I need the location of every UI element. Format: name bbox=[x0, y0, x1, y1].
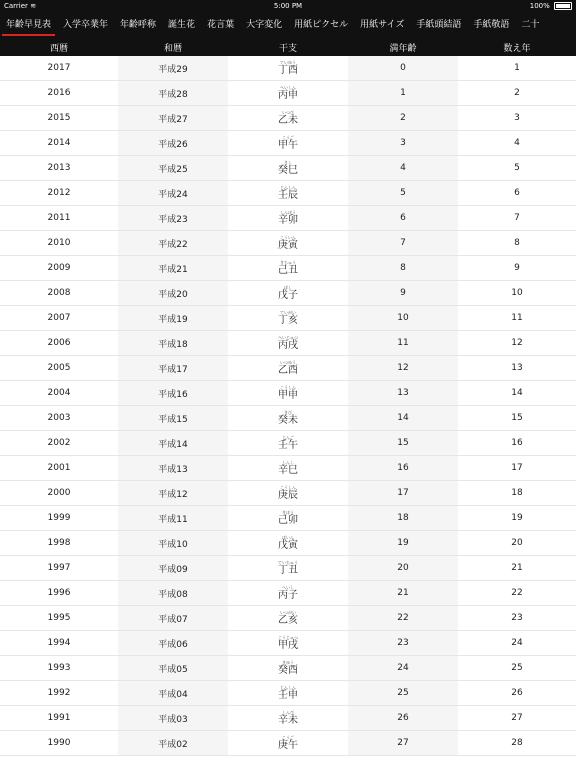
eto-reading: こうしん bbox=[280, 384, 296, 390]
cell-wareki: 平成25 bbox=[118, 156, 228, 180]
cell-age: 21 bbox=[348, 581, 458, 605]
table-row[interactable] bbox=[0, 156, 576, 181]
eto-group bbox=[278, 661, 298, 676]
cell-seireki: 2015 bbox=[47, 113, 71, 123]
eto-kanji: 甲戌 bbox=[278, 639, 298, 651]
eto-kanji: 辛卯 bbox=[278, 214, 298, 226]
table-row[interactable] bbox=[0, 431, 576, 456]
cell-wareki: 平成15 bbox=[118, 406, 228, 430]
eto-group bbox=[278, 61, 298, 76]
eto-kanji: 丁酉 bbox=[278, 64, 298, 76]
tab-bar bbox=[0, 12, 576, 38]
battery-percent: 100% bbox=[529, 2, 550, 10]
cell-age: 4 bbox=[348, 156, 458, 180]
cell-kazoe: 5 bbox=[514, 163, 520, 173]
cell-seireki: 1993 bbox=[47, 663, 71, 673]
cell-wareki: 平成07 bbox=[118, 606, 228, 630]
table-row[interactable] bbox=[0, 456, 576, 481]
cell-age: 7 bbox=[348, 231, 458, 255]
cell-wareki: 平成20 bbox=[118, 281, 228, 305]
cell-eto bbox=[228, 681, 348, 705]
table-row[interactable] bbox=[0, 681, 576, 706]
cell-wareki: 平成12 bbox=[118, 481, 228, 505]
eto-reading: いつゆう bbox=[280, 359, 296, 365]
table-row[interactable] bbox=[0, 606, 576, 631]
cell-age: 25 bbox=[348, 681, 458, 705]
tab-2[interactable]: 年齢呼称 bbox=[120, 20, 157, 30]
cell-age: 22 bbox=[348, 606, 458, 630]
cell-kazoe: 2 bbox=[514, 88, 520, 98]
cell-eto bbox=[228, 356, 348, 380]
table-row[interactable] bbox=[0, 581, 576, 606]
eto-group bbox=[278, 686, 298, 701]
eto-group bbox=[278, 461, 298, 476]
table-row[interactable] bbox=[0, 181, 576, 206]
cell-eto bbox=[228, 331, 348, 355]
table-row[interactable] bbox=[0, 631, 576, 656]
table-row[interactable] bbox=[0, 231, 576, 256]
table-row[interactable] bbox=[0, 706, 576, 731]
cell-age: 1 bbox=[348, 81, 458, 105]
eto-group bbox=[278, 336, 298, 351]
eto-kanji: 辛巳 bbox=[278, 464, 298, 476]
cell-kazoe: 9 bbox=[514, 263, 520, 273]
cell-seireki: 2008 bbox=[47, 288, 71, 298]
cell-eto bbox=[228, 231, 348, 255]
cell-seireki: 2014 bbox=[47, 138, 71, 148]
eto-group bbox=[278, 86, 298, 101]
cell-kazoe: 12 bbox=[511, 338, 523, 348]
cell-wareki: 平成23 bbox=[118, 206, 228, 230]
cell-wareki: 平成11 bbox=[118, 506, 228, 530]
table-row[interactable] bbox=[0, 731, 576, 756]
eto-reading: じんご bbox=[282, 434, 294, 440]
eto-kanji: 戊寅 bbox=[278, 539, 298, 551]
eto-group bbox=[278, 486, 298, 501]
cell-eto bbox=[228, 606, 348, 630]
eto-reading: しんし bbox=[282, 459, 294, 465]
eto-kanji: 壬申 bbox=[278, 689, 298, 701]
tab-9[interactable]: 手紙敬語 bbox=[473, 20, 510, 30]
eto-group bbox=[278, 111, 298, 126]
cell-seireki: 2001 bbox=[47, 463, 71, 473]
table-row[interactable] bbox=[0, 331, 576, 356]
cell-seireki: 2013 bbox=[47, 163, 71, 173]
cell-eto bbox=[228, 406, 348, 430]
cell-age: 6 bbox=[348, 206, 458, 230]
cell-kazoe: 14 bbox=[511, 388, 523, 398]
cell-seireki: 2003 bbox=[47, 413, 71, 423]
cell-eto bbox=[228, 731, 348, 755]
table-row[interactable] bbox=[0, 81, 576, 106]
cell-seireki: 1992 bbox=[47, 688, 71, 698]
eto-group bbox=[278, 161, 298, 176]
cell-seireki: 1999 bbox=[47, 513, 71, 523]
eto-kanji: 庚辰 bbox=[278, 489, 298, 501]
cell-seireki: 2016 bbox=[47, 88, 71, 98]
eto-reading: ていゆう bbox=[280, 59, 296, 65]
cell-seireki: 1997 bbox=[47, 563, 71, 573]
cell-wareki: 平成18 bbox=[118, 331, 228, 355]
cell-age: 14 bbox=[348, 406, 458, 430]
cell-wareki: 平成10 bbox=[118, 531, 228, 555]
cell-kazoe: 18 bbox=[511, 488, 523, 498]
eto-kanji: 甲申 bbox=[278, 389, 298, 401]
eto-group bbox=[278, 136, 298, 151]
eto-kanji: 丙子 bbox=[278, 589, 298, 601]
eto-reading: ぼし bbox=[284, 284, 292, 290]
eto-reading: じんしん bbox=[280, 184, 296, 190]
cell-age: 13 bbox=[348, 381, 458, 405]
cell-kazoe: 22 bbox=[511, 588, 523, 598]
cell-kazoe: 3 bbox=[514, 113, 520, 123]
eto-kanji: 壬午 bbox=[278, 439, 298, 451]
eto-kanji: 乙未 bbox=[278, 114, 298, 126]
cell-wareki: 平成02 bbox=[118, 731, 228, 755]
eto-group bbox=[278, 561, 298, 576]
cell-seireki: 1990 bbox=[47, 738, 71, 748]
cell-age: 20 bbox=[348, 556, 458, 580]
eto-reading: きび bbox=[284, 409, 292, 415]
cell-wareki: 平成29 bbox=[118, 56, 228, 80]
cell-wareki: 平成13 bbox=[118, 456, 228, 480]
cell-wareki: 平成19 bbox=[118, 306, 228, 330]
cell-eto bbox=[228, 706, 348, 730]
eto-group bbox=[278, 286, 298, 301]
eto-group bbox=[278, 186, 298, 201]
cell-age: 2 bbox=[348, 106, 458, 130]
tab-1[interactable]: 入学卒業年 bbox=[63, 20, 109, 30]
cell-age: 19 bbox=[348, 531, 458, 555]
eto-group bbox=[278, 236, 298, 251]
cell-age: 15 bbox=[348, 431, 458, 455]
eto-group bbox=[278, 411, 298, 426]
tab-10[interactable]: 二十 bbox=[521, 20, 540, 30]
cell-seireki: 2011 bbox=[47, 213, 71, 223]
cell-eto bbox=[228, 506, 348, 530]
wifi-icon: ≋ bbox=[30, 2, 37, 10]
eto-group bbox=[278, 611, 298, 626]
eto-reading: きゆう bbox=[282, 659, 294, 665]
table-row[interactable] bbox=[0, 506, 576, 531]
eto-kanji: 庚寅 bbox=[278, 239, 298, 251]
status-bar bbox=[0, 0, 576, 12]
cell-eto bbox=[228, 481, 348, 505]
cell-kazoe: 6 bbox=[514, 188, 520, 198]
cell-seireki: 2010 bbox=[47, 238, 71, 248]
cell-eto bbox=[228, 306, 348, 330]
cell-eto bbox=[228, 106, 348, 130]
cell-eto bbox=[228, 656, 348, 680]
cell-wareki: 平成17 bbox=[118, 356, 228, 380]
eto-reading: へいし bbox=[282, 584, 294, 590]
cell-kazoe: 15 bbox=[511, 413, 523, 423]
cell-seireki: 1998 bbox=[47, 538, 71, 548]
cell-eto bbox=[228, 631, 348, 655]
table-row[interactable] bbox=[0, 556, 576, 581]
cell-seireki: 1991 bbox=[47, 713, 71, 723]
table-row[interactable] bbox=[0, 481, 576, 506]
table-row[interactable] bbox=[0, 56, 576, 81]
eto-kanji: 庚午 bbox=[278, 739, 298, 751]
header-age: 満年齢 bbox=[389, 43, 417, 54]
cell-wareki: 平成26 bbox=[118, 131, 228, 155]
tab-6[interactable]: 用紙ピクセル bbox=[294, 20, 349, 30]
cell-eto bbox=[228, 181, 348, 205]
eto-reading: じんしん bbox=[280, 684, 296, 690]
cell-wareki: 平成24 bbox=[118, 181, 228, 205]
cell-age: 23 bbox=[348, 631, 458, 655]
cell-wareki: 平成27 bbox=[118, 106, 228, 130]
cell-age: 10 bbox=[348, 306, 458, 330]
eto-kanji: 丙申 bbox=[278, 89, 298, 101]
cell-eto bbox=[228, 206, 348, 230]
eto-reading: しんぼう bbox=[280, 209, 296, 215]
tab-7[interactable]: 用紙サイズ bbox=[360, 20, 405, 30]
eto-reading: きぼう bbox=[282, 509, 294, 515]
cell-age: 26 bbox=[348, 706, 458, 730]
eto-group bbox=[278, 711, 298, 726]
cell-eto bbox=[228, 56, 348, 80]
cell-seireki: 2000 bbox=[47, 488, 71, 498]
tab-3[interactable]: 誕生花 bbox=[168, 20, 196, 30]
cell-kazoe: 27 bbox=[511, 713, 523, 723]
cell-kazoe: 25 bbox=[511, 663, 523, 673]
cell-seireki: 2007 bbox=[47, 313, 71, 323]
cell-age: 8 bbox=[348, 256, 458, 280]
eto-group bbox=[278, 386, 298, 401]
eto-group bbox=[278, 586, 298, 601]
cell-wareki: 平成16 bbox=[118, 381, 228, 405]
table-row[interactable] bbox=[0, 656, 576, 681]
battery-status bbox=[530, 2, 572, 10]
cell-wareki: 平成08 bbox=[118, 581, 228, 605]
cell-age: 24 bbox=[348, 656, 458, 680]
table-row[interactable] bbox=[0, 381, 576, 406]
cell-age: 3 bbox=[348, 131, 458, 155]
tab-8[interactable]: 手紙頭結語 bbox=[416, 20, 462, 30]
eto-reading: こうじゅつ bbox=[278, 634, 298, 640]
cell-age: 9 bbox=[348, 281, 458, 305]
cell-kazoe: 7 bbox=[514, 213, 520, 223]
cell-kazoe: 17 bbox=[511, 463, 523, 473]
cell-eto bbox=[228, 281, 348, 305]
cell-seireki: 1996 bbox=[47, 588, 71, 598]
eto-kanji: 丙戌 bbox=[278, 339, 298, 351]
table-row[interactable] bbox=[0, 256, 576, 281]
eto-kanji: 丁丑 bbox=[278, 564, 298, 576]
eto-kanji: 己丑 bbox=[278, 264, 298, 276]
header-wareki: 和暦 bbox=[163, 43, 182, 54]
eto-group bbox=[278, 211, 298, 226]
cell-seireki: 2002 bbox=[47, 438, 71, 448]
table-row[interactable] bbox=[0, 356, 576, 381]
cell-eto bbox=[228, 556, 348, 580]
cell-kazoe: 8 bbox=[514, 238, 520, 248]
eto-kanji: 戊子 bbox=[278, 289, 298, 301]
tab-5[interactable]: 大字変化 bbox=[246, 20, 283, 30]
cell-eto bbox=[228, 381, 348, 405]
table-header bbox=[0, 38, 576, 56]
cell-seireki: 2004 bbox=[47, 388, 71, 398]
eto-kanji: 癸未 bbox=[278, 414, 298, 426]
eto-reading: へいじゅつ bbox=[278, 334, 298, 340]
cell-wareki: 平成21 bbox=[118, 256, 228, 280]
eto-kanji: 丁亥 bbox=[278, 314, 298, 326]
cell-seireki: 1994 bbox=[47, 638, 71, 648]
cell-kazoe: 28 bbox=[511, 738, 523, 748]
eto-group bbox=[278, 511, 298, 526]
eto-reading: きし bbox=[284, 159, 292, 165]
cell-eto bbox=[228, 456, 348, 480]
eto-reading: こうしん bbox=[280, 484, 296, 490]
cell-wareki: 平成14 bbox=[118, 431, 228, 455]
status-time: 5:00 PM bbox=[273, 2, 303, 10]
cell-kazoe: 21 bbox=[511, 563, 523, 573]
cell-eto bbox=[228, 256, 348, 280]
header-kazoe: 数え年 bbox=[503, 43, 531, 54]
cell-kazoe: 23 bbox=[511, 613, 523, 623]
eto-kanji: 癸酉 bbox=[278, 664, 298, 676]
tab-4[interactable]: 花言葉 bbox=[207, 20, 235, 30]
eto-reading: いつび bbox=[282, 109, 294, 115]
eto-kanji: 己卯 bbox=[278, 514, 298, 526]
cell-age: 11 bbox=[348, 331, 458, 355]
tab-0[interactable]: 年齢早見表 bbox=[0, 12, 57, 38]
table-row[interactable] bbox=[0, 281, 576, 306]
eto-reading: ていがい bbox=[280, 309, 296, 315]
cell-wareki: 平成22 bbox=[118, 231, 228, 255]
cell-kazoe: 20 bbox=[511, 538, 523, 548]
cell-kazoe: 16 bbox=[511, 438, 523, 448]
eto-group bbox=[278, 436, 298, 451]
cell-wareki: 平成03 bbox=[118, 706, 228, 730]
cell-age: 18 bbox=[348, 506, 458, 530]
cell-wareki: 平成06 bbox=[118, 631, 228, 655]
eto-kanji: 辛未 bbox=[278, 714, 298, 726]
table-row[interactable] bbox=[0, 106, 576, 131]
eto-group bbox=[278, 636, 298, 651]
cell-wareki: 平成04 bbox=[118, 681, 228, 705]
age-table[interactable] bbox=[0, 56, 576, 756]
table-row[interactable] bbox=[0, 206, 576, 231]
cell-age: 0 bbox=[348, 56, 458, 80]
cell-eto bbox=[228, 156, 348, 180]
cell-kazoe: 1 bbox=[514, 63, 520, 73]
cell-age: 12 bbox=[348, 356, 458, 380]
cell-seireki: 1995 bbox=[47, 613, 71, 623]
eto-kanji: 壬辰 bbox=[278, 189, 298, 201]
table-row[interactable] bbox=[0, 306, 576, 331]
cell-kazoe: 4 bbox=[514, 138, 520, 148]
cell-seireki: 2017 bbox=[47, 63, 71, 73]
eto-reading: ていちゅう bbox=[278, 559, 298, 565]
cell-eto bbox=[228, 581, 348, 605]
cell-kazoe: 19 bbox=[511, 513, 523, 523]
cell-kazoe: 24 bbox=[511, 638, 523, 648]
eto-group bbox=[278, 261, 298, 276]
cell-kazoe: 10 bbox=[511, 288, 523, 298]
cell-seireki: 2012 bbox=[47, 188, 71, 198]
eto-kanji: 乙酉 bbox=[278, 364, 298, 376]
cell-wareki: 平成05 bbox=[118, 656, 228, 680]
table-row[interactable] bbox=[0, 131, 576, 156]
eto-kanji: 癸巳 bbox=[278, 164, 298, 176]
cell-eto bbox=[228, 131, 348, 155]
cell-seireki: 2005 bbox=[47, 363, 71, 373]
cell-age: 16 bbox=[348, 456, 458, 480]
cell-seireki: 2009 bbox=[47, 263, 71, 273]
cell-eto bbox=[228, 531, 348, 555]
eto-reading: こうご bbox=[282, 134, 294, 140]
eto-group bbox=[278, 736, 298, 751]
eto-reading: しんび bbox=[282, 709, 294, 715]
cell-wareki: 平成28 bbox=[118, 81, 228, 105]
cell-kazoe: 26 bbox=[511, 688, 523, 698]
carrier-text: Carrier bbox=[4, 2, 28, 10]
eto-reading: こうご bbox=[282, 734, 294, 740]
cell-age: 27 bbox=[348, 731, 458, 755]
cell-wareki: 平成09 bbox=[118, 556, 228, 580]
eto-group bbox=[278, 311, 298, 326]
cell-kazoe: 11 bbox=[511, 313, 523, 323]
cell-eto bbox=[228, 431, 348, 455]
eto-kanji: 乙亥 bbox=[278, 614, 298, 626]
eto-reading: きちゅう bbox=[280, 259, 296, 265]
cell-age: 17 bbox=[348, 481, 458, 505]
header-seireki: 西暦 bbox=[49, 43, 68, 54]
cell-eto bbox=[228, 81, 348, 105]
header-eto: 干支 bbox=[278, 43, 297, 54]
eto-reading: へいしん bbox=[280, 84, 296, 90]
eto-group bbox=[278, 361, 298, 376]
battery-icon bbox=[554, 2, 572, 10]
cell-seireki: 2006 bbox=[47, 338, 71, 348]
eto-reading: ぼいん bbox=[282, 534, 294, 540]
eto-group bbox=[278, 536, 298, 551]
table-row[interactable] bbox=[0, 406, 576, 431]
cell-kazoe: 13 bbox=[511, 363, 523, 373]
eto-reading: いつがい bbox=[280, 609, 296, 615]
eto-reading: こういん bbox=[280, 234, 296, 240]
cell-age: 5 bbox=[348, 181, 458, 205]
table-row[interactable] bbox=[0, 531, 576, 556]
eto-kanji: 甲午 bbox=[278, 139, 298, 151]
